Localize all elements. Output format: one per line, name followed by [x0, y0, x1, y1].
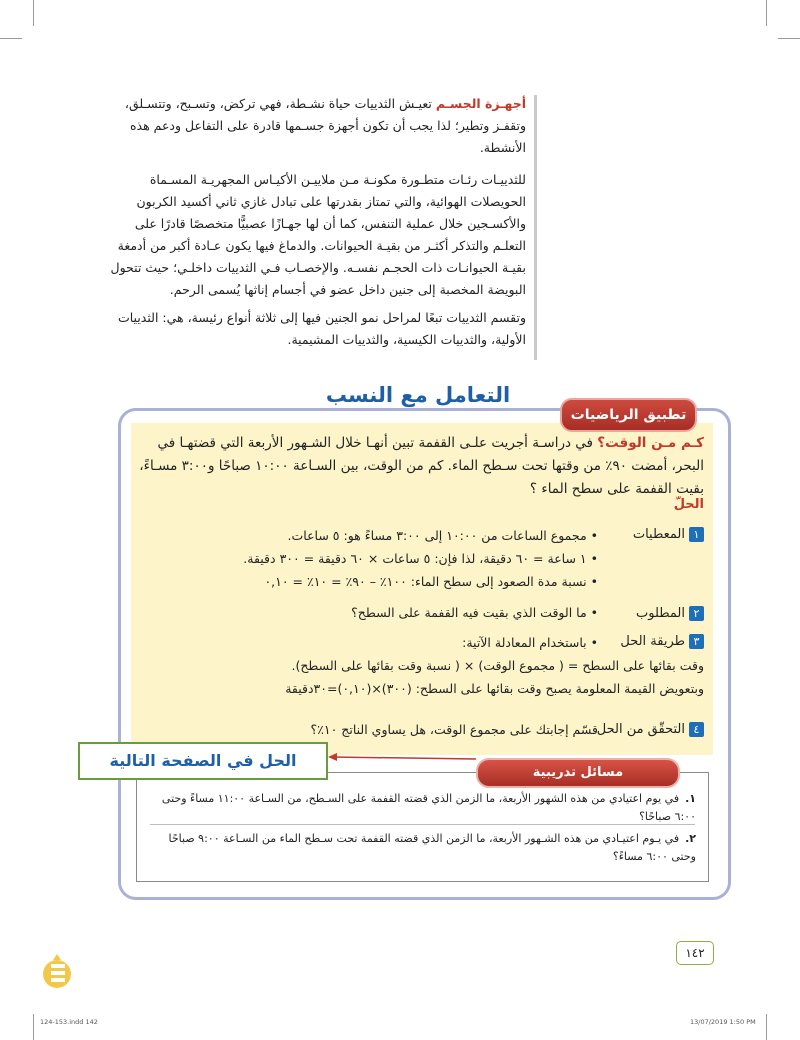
file-info: 124-153.indd 142	[40, 1018, 98, 1026]
section-title: التعامل مع النسب	[325, 383, 511, 407]
practice-tab: مسائل تدريبية	[476, 758, 680, 788]
step-label	[584, 722, 704, 737]
step-line: • ما الوقت الذي بقيت فيه القفمة على السطح؟	[351, 605, 598, 620]
step-number: ١	[689, 527, 704, 542]
practice-question	[148, 830, 696, 866]
arrow-icon	[328, 752, 478, 762]
step-number: ٢	[689, 606, 704, 621]
step-title: التحقّق من الحل	[596, 722, 685, 737]
solution-label: الحلّ	[673, 497, 704, 512]
question-number: ١.	[685, 792, 696, 805]
divider	[150, 824, 695, 825]
problem-text: في دراسـة أجريت علـى القفمة تبين أنهـا خلال الشـهور الأربعة التي قضتهـا في البحر، أمضت ٩٠٪ من وقتها تحت سـطح الماء. كم من الوقت، بين السـاعة ١٠:٠٠ صباحًا و٣:٠٠ مسـاءً، بقيت القفمة على سطح الماء ؟	[139, 435, 704, 497]
math-application-tab: تطبيق الرياضيات	[560, 398, 697, 432]
step-title: طريقة الحل	[620, 634, 685, 649]
question-number: ٢.	[685, 832, 696, 845]
step-line: • باستخدام المعادلة الآتية:	[462, 635, 598, 650]
intro-paragraph: وتقسم الثدييات تبعًا لمراحل نمو الجنين فيها إلى ثلاثة أنواع رئيسة، هي: الثدييات الأولية، والثدييات الكيسية، والثدييات المشيمية.	[117, 310, 526, 347]
intro-text	[108, 93, 526, 357]
step-body	[136, 601, 598, 624]
step-label	[584, 527, 704, 542]
intro-paragraph-text: تعيـش الثدييات حياة نشـطة، فهي تركض، وتسـبح، وتتسـلق، وتقفـز وتطير؛ لذا يجب أن تكون أجهزة جسـمها قادرة على التفاعل ودعم هذه الأنشطة.	[124, 96, 526, 155]
publisher-logo-icon	[40, 952, 74, 992]
crop-mark	[33, 0, 34, 26]
page-number: ١٤٢	[676, 941, 714, 965]
crop-mark	[33, 1014, 34, 1040]
step-title: المعطيات	[632, 527, 685, 542]
step-line: • ١ ساعة = ٦٠ دقيقة، لذا فإن: ٥ ساعات × ٦٠ دقيقة = ٣٠٠ دقيقة.	[243, 551, 598, 566]
intro-heading: أجهـزة الجسـم	[435, 96, 526, 111]
step-number: ٤	[689, 722, 704, 737]
step-line: • مجموع الساعات من ١٠:٠٠ إلى ٣:٠٠ مساءً هو: ٥ ساعات.	[287, 528, 598, 543]
step-title: المطلوب	[635, 606, 685, 621]
crop-mark	[766, 1014, 767, 1040]
problem-heading: كـم مـن الوقت؟	[597, 435, 704, 451]
step-number: ٣	[689, 634, 704, 649]
question-text: في يوم اعتيادي من هذه الشهور الأربعة، ما الزمن الذي قضته القفمة على السـطح، من السـاعة ١١:٠٠ مساءً وحتى ٦:٠٠ صباحًا؟	[161, 792, 696, 823]
step-label	[584, 634, 704, 649]
step-body-wide	[136, 654, 704, 700]
margin-rule	[534, 95, 537, 360]
step-line: وبتعويض القيمة المعلومة يصبح وقت بقائها على السطح: (٣٠٠)×(٠,١٠)=٣٠دقيقة	[285, 681, 704, 696]
intro-paragraph	[108, 93, 526, 159]
question-text: في يـوم اعتيـادي من هذه الشـهور الأربعة، ما الزمن الذي قضته القفمة تحت سـطح الماء من السـاعة ٩:٠٠ صباحًا وحتى ٦:٠٠ مساءً؟	[168, 832, 696, 863]
intro-paragraph: للثدييـات رئـات متطـورة مكونـة مـن ملاييـن الأكيـاس المجهريـة المسـماة الحويصلات الهوائية، والتي تمتاز بقدرتها على تبادل غازي ثاني أكسيد الكربون والأكسـجين خلال عملية التنفس، كما أن لها جهـازًا عصبيًّا متخصصًا قادرًا على التعلـم والتذكر أكثـر من بقيـة الحيوانات. والدماغ فيها يكون عـادة أكبر من أدمغة بقيـة الحيوانـات ذات الحجـم نفسـه. والإخصـاب فـي الثدييات داخلـي؛ حيث تتحول البويضة المخصبة إلى جنين داخل عضو في أجسام إناثها يُسمى الرحم.	[110, 172, 526, 297]
practice-question	[148, 790, 696, 826]
problem-statement	[138, 432, 704, 501]
print-date: 13/07/2019 1:50 PM	[690, 1018, 756, 1026]
step-line: وقت بقائها على السطح = ( مجموع الوقت) × ( نسبة وقت بقائها على السطح).	[291, 658, 704, 673]
step-body	[136, 718, 598, 741]
step-line: قسّم إجابتك على مجموع الوقت، هل يساوي الناتج ١٠٪؟	[310, 722, 598, 737]
step-body	[136, 524, 598, 593]
step-line: • نسبة مدة الصعود إلى سطح الماء: ١٠٠٪ – ٩٠٪ = ١٠٪ = ٠,١٠	[264, 574, 598, 589]
step-body	[136, 631, 598, 654]
solution-next-page-callout: الحل في الصفحة التالية	[78, 742, 328, 780]
crop-mark	[778, 38, 800, 39]
crop-mark	[0, 38, 22, 39]
step-label	[584, 606, 704, 621]
crop-mark	[766, 0, 767, 26]
